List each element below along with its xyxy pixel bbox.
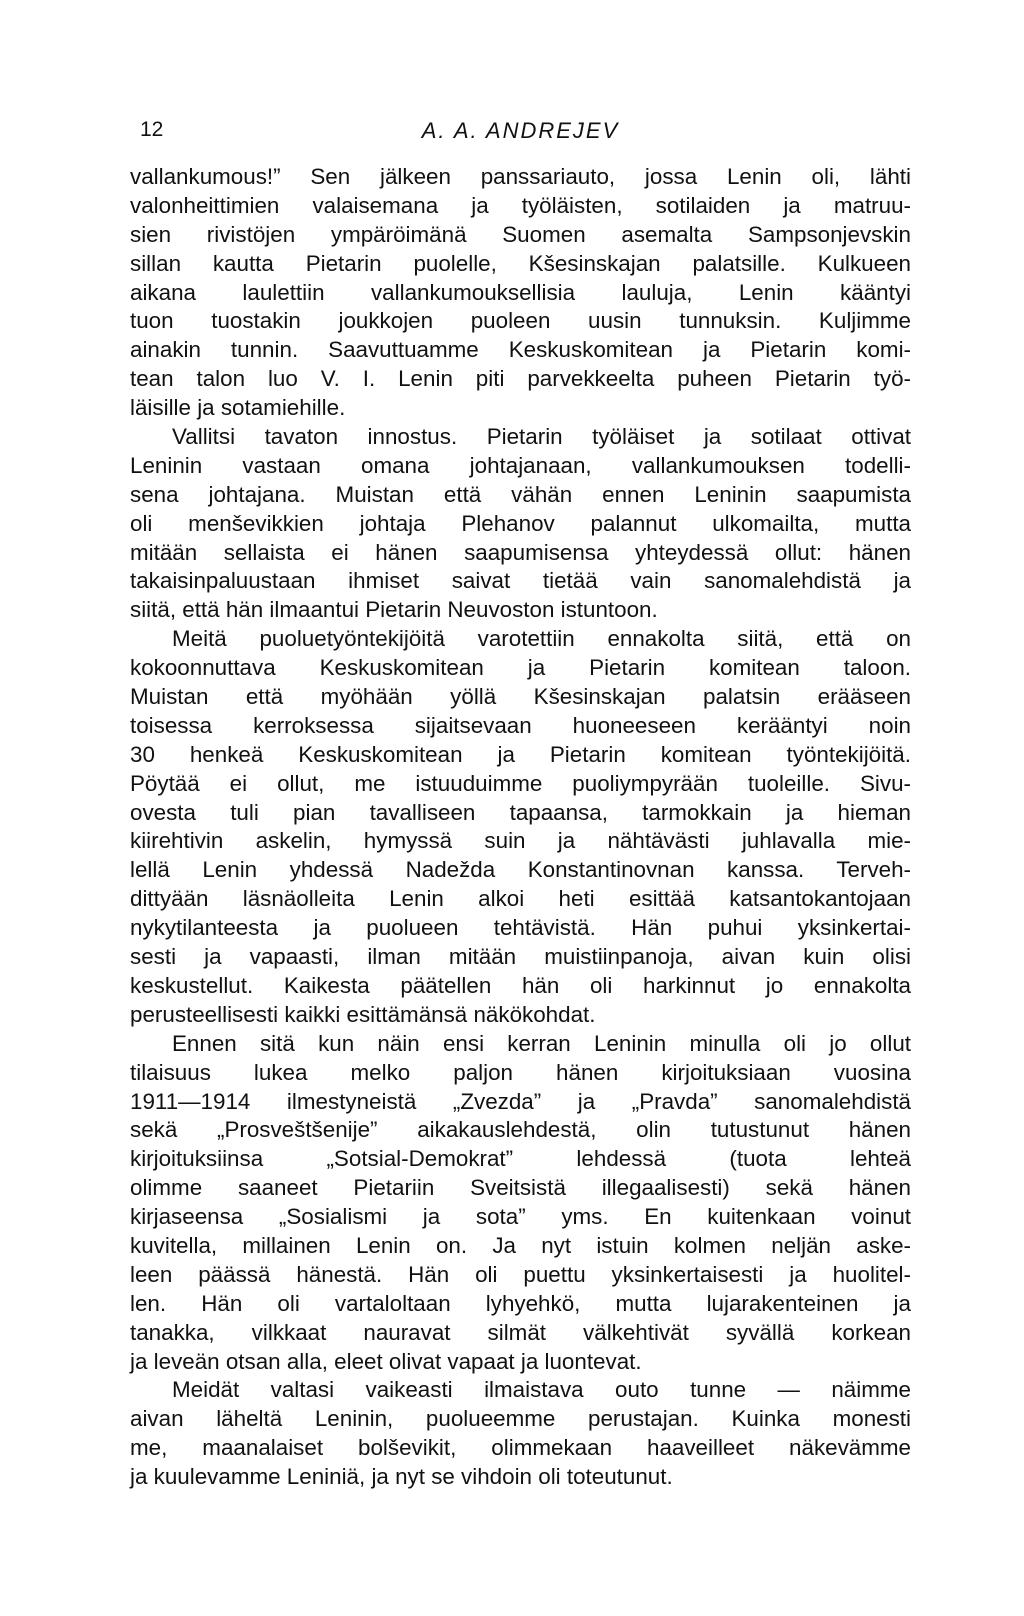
text-line: ainakin tunnin. Saavuttuamme Keskuskomitean ja Pietarin komi- <box>130 337 911 363</box>
text-line: mitään sellaista ei hänen saapumisensa yhteydessä ollut: hänen <box>130 539 911 565</box>
text-line: vallankumous!” Sen jälkeen panssariauto, jossa Lenin oli, lähti <box>130 164 911 189</box>
text-line: kuvitella, millainen Lenin on. Ja nyt istuin kolmen neljän aske- <box>130 1232 911 1258</box>
text-line: sillan kautta Pietarin puolelle, Kšesinskajan palatsille. Kulkueen <box>130 250 911 276</box>
text-line: toisessa kerroksessa sijaitsevaan huoneeseen kerääntyi noin <box>130 712 911 738</box>
text-line: Ennen sitä kun näin ensi kerran Leninin minulla oli jo ollut <box>172 1030 911 1056</box>
running-head <box>130 118 911 148</box>
text-line: takaisinpaluustaan ihmiset saivat tietää vain sanomalehdistä ja <box>130 568 911 594</box>
text-line: len. Hän oli vartaloltaan lyhyehkö, mutta lujarakenteinen ja <box>130 1290 911 1316</box>
text-line: lellä Lenin yhdessä Nadežda Konstantinovnan kanssa. Terveh- <box>130 857 911 883</box>
text-line: me, maanalaiset bolševikit, olimmekaan haaveilleet näkevämme <box>130 1435 911 1461</box>
text-line: Pöytää ei ollut, me istuuduimme puoliympyrään tuoleille. Sivu- <box>130 770 911 796</box>
text-line: Muistan että myöhään yöllä Kšesinskajan palatsin erääseen <box>130 684 911 710</box>
text-line: sekä „Prosveštšenije” aikakauslehdestä, olin tutustunut hänen <box>130 1117 911 1143</box>
text-line: nykytilanteesta ja puolueen tehtävistä. Hän puhui yksinkertai- <box>130 915 911 941</box>
paragraph <box>130 1030 911 1377</box>
text-line: tean talon luo V. I. Lenin piti parvekkeelta puheen Pietarin työ- <box>130 366 911 392</box>
text-line: kirjaseensa „Sosialismi ja sota” yms. En kuitenkaan voinut <box>130 1204 911 1230</box>
paragraph <box>130 163 911 423</box>
text-line: ja kuulevamme Leniniä, ja nyt se vihdoin oli toteutunut. <box>130 1464 673 1490</box>
paragraph <box>130 423 911 625</box>
text-line: tuon tuostakin joukkojen puoleen uusin tunnuksin. Kuljimme <box>130 308 911 334</box>
text-line: Meitä puoluetyöntekijöitä varotettiin ennakolta siitä, että on <box>172 626 911 652</box>
text-line: Leninin vastaan omana johtajanaan, vallankumouksen todelli- <box>130 452 911 478</box>
paragraph <box>130 625 911 1029</box>
text-line: ja leveän otsan alla, eleet olivat vapaat ja luontevat. <box>130 1348 642 1374</box>
text-line: keskustellut. Kaikesta päätellen hän oli harkinnut jo ennakolta <box>130 972 911 998</box>
text-line: 30 henkeä Keskuskomitean ja Pietarin komitean työntekijöitä. <box>130 741 911 767</box>
text-line: siitä, että hän ilmaantui Pietarin Neuvoston istuntoon. <box>130 597 658 623</box>
text-line: tanakka, vilkkaat nauravat silmät välkehtivät syvällä korkean <box>130 1319 911 1345</box>
paragraph <box>130 1376 911 1492</box>
text-line: Vallitsi tavaton innostus. Pietarin työläiset ja sotilaat ottivat <box>172 424 911 450</box>
page-number: 12 <box>140 118 164 141</box>
text-line: sesti ja vapaasti, ilman mitään muistiinpanoja, aivan kuin olisi <box>130 944 911 970</box>
text-line: perusteellisesti kaikki esittämänsä näkökohdat. <box>130 1001 596 1027</box>
text-line: valonheittimien valaisemana ja työläisten, sotilaiden ja matruu- <box>130 192 911 218</box>
text-line: aikana laulettiin vallankumouksellisia lauluja, Lenin kääntyi <box>130 279 911 305</box>
text-line: dittyään läsnäolleita Lenin alkoi heti esittää katsantokantojaan <box>130 886 911 912</box>
text-line: aivan läheltä Leninin, puolueemme perustajan. Kuinka monesti <box>130 1406 911 1432</box>
text-line: sena johtajana. Muistan että vähän ennen Leninin saapumista <box>130 481 911 507</box>
text-line: sien rivistöjen ympäröimänä Suomen asemalta Sampsonjevskin <box>130 221 911 247</box>
text-line: 1911—1914 ilmestyneistä „Zvezda” ja „Pravda” sanomalehdistä <box>130 1088 911 1114</box>
running-title: A. A. ANDREJEV <box>421 118 620 143</box>
text-line: kokoonnuttava Keskuskomitean ja Pietarin komitean taloon. <box>130 655 911 681</box>
text-line: oli menševikkien johtaja Plehanov palannut ulkomailta, mutta <box>130 510 911 536</box>
text-line: ovesta tuli pian tavalliseen tapaansa, tarmokkain ja hieman <box>130 799 911 825</box>
text-line: Meidät valtasi vaikeasti ilmaistava outo tunne — näimme <box>172 1377 911 1403</box>
text-line: läisille ja sotamiehille. <box>130 395 346 421</box>
text-line: tilaisuus lukea melko paljon hänen kirjoituksiaan vuosina <box>130 1059 911 1085</box>
text-line: kirjoituksiinsa „Sotsial-Demokrat” lehdessä (tuota lehteä <box>130 1146 911 1172</box>
body-text <box>130 163 911 1492</box>
text-line: kiirehtivin askelin, hymyssä suin ja nähtävästi juhlavalla mie- <box>130 828 911 854</box>
text-line: olimme saaneet Pietariin Sveitsistä illegaalisesti) sekä hänen <box>130 1175 911 1201</box>
text-line: leen päässä hänestä. Hän oli puettu yksinkertaisesti ja huolitel- <box>130 1261 911 1287</box>
